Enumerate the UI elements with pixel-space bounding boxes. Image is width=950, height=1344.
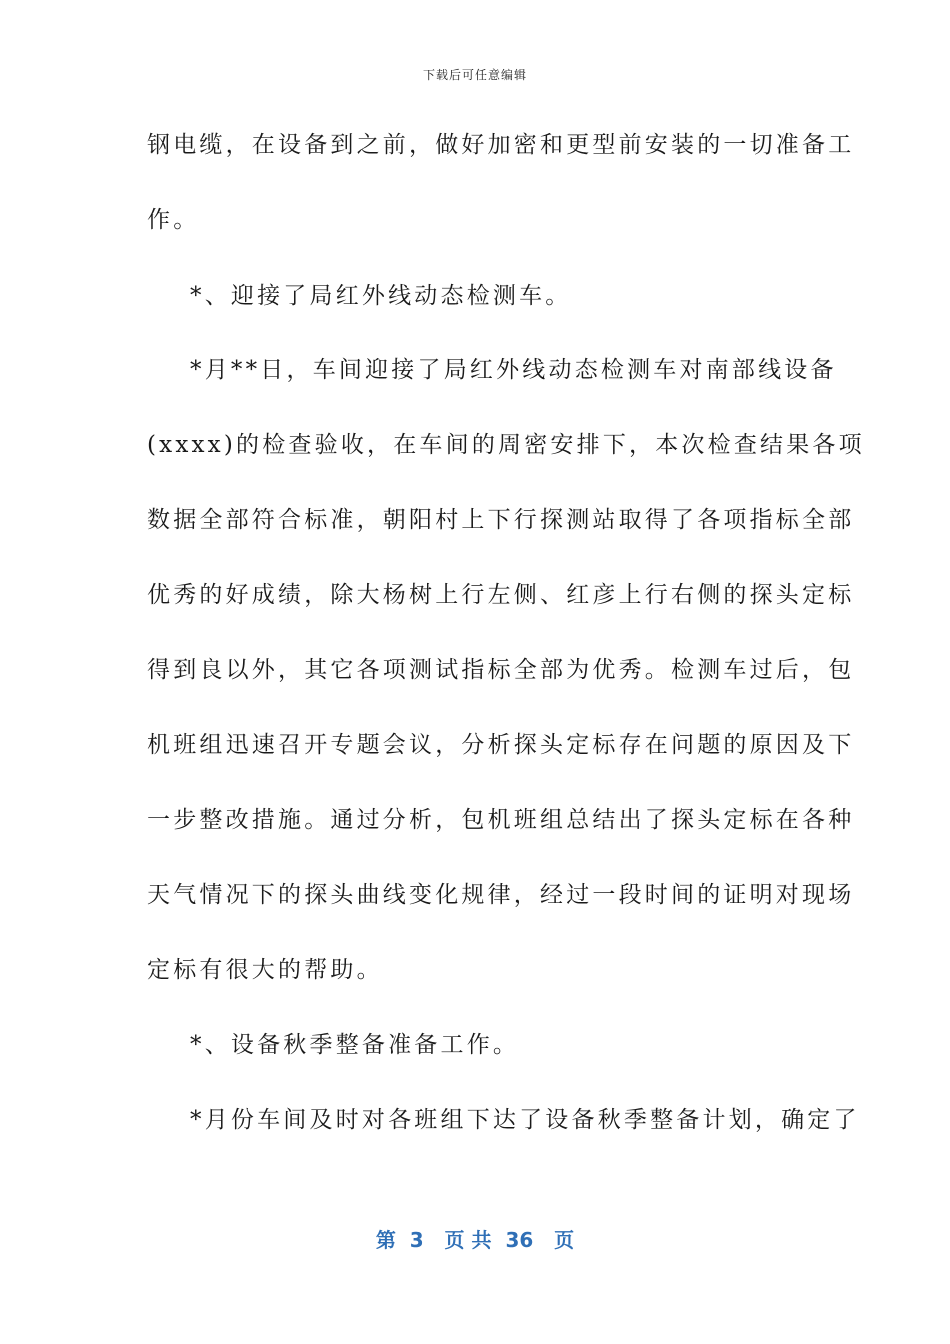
text-line: (xxxx)的检查验收，在车间的周密安排下，本次检查结果各项 [147,432,865,458]
text-line: 数据全部符合标准，朝阳村上下行探测站取得了各项指标全部 [147,507,855,533]
header-note: 下载后可任意编辑 [422,68,527,82]
page-number: 第 3 页 共 36 页 [375,1228,575,1252]
text-line: *月份车间及时对各班组下达了设备秋季整备计划，确定了 [190,1107,860,1133]
section-heading: *、迎接了局红外线动态检测车。 [190,283,572,309]
text-line: 得到良以外，其它各项测试指标全部为优秀。检测车过后，包 [147,657,855,683]
text-line: 作。 [147,207,200,233]
text-line: 机班组迅速召开专题会议，分析探头定标存在问题的原因及下 [147,732,855,758]
text-line: 天气情况下的探头曲线变化规律，经过一段时间的证明对现场 [147,882,855,908]
text-line: 优秀的好成绩，除大杨树上行左侧、红彦上行右侧的探头定标 [147,582,855,608]
text-line: 一步整改措施。通过分析，包机班组总结出了探头定标在各种 [147,807,855,833]
text-line: 钢电缆，在设备到之前，做好加密和更型前安装的一切准备工 [147,132,855,158]
section-heading: *、设备秋季整备准备工作。 [190,1032,520,1058]
text-line: 定标有很大的帮助。 [147,957,383,983]
text-line: *月**日，车间迎接了局红外线动态检测车对南部线设备 [190,357,837,383]
